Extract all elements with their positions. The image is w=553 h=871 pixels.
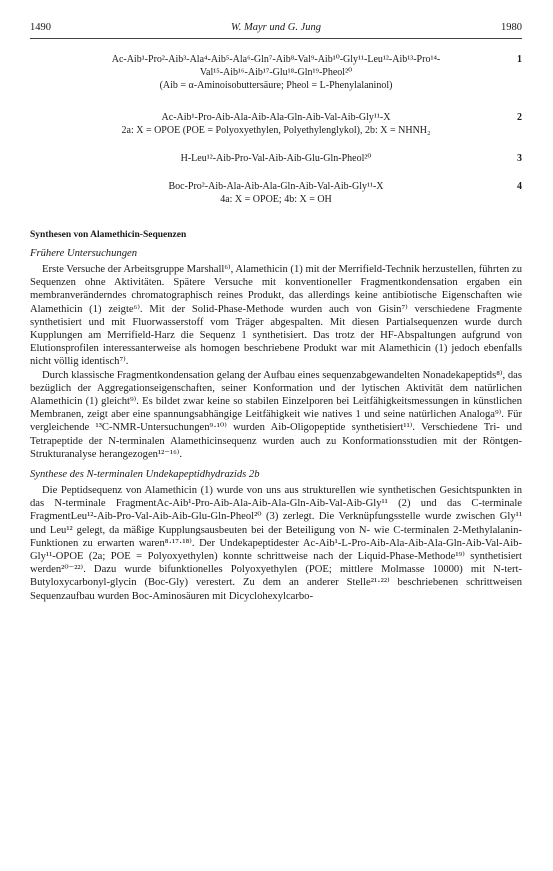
formula-1 (30, 53, 522, 92)
formula-4 (30, 180, 522, 206)
formula-3 (30, 152, 522, 165)
journal-page (30, 20, 522, 603)
formula-number: 1 (517, 54, 522, 65)
body-paragraph: Durch klassische Fragmentkondensation gelang der Aufbau eines sequenzabgewandelten Nonadekapeptids⁸⁾, das bezüglich der Aggregationseigenschaften, seiner Konformation und der lytischen Aktivität dem natürlichen Alamethicin (1) gleicht⁹⁾. Es bildet zwar keine so stabilen Einzelporen bei Leitfähigkeitsmessungen in künstlichen Membranen, zeigt aber eine spannungsabhängige Leitfähigkeit wie natives 1 und seine natürlichen Analoga⁹⁾. Für vergleichende ¹³C-NMR-Untersuchungen⁹·¹⁰⁾ wurden Aib-Oligopeptide synthetisiert¹¹⁾. Verschiedene Tri- und Tetrapeptide der N-terminalen Alamethicinsequenz wurden auch zu Konformationsstudien mit der Röntgen-Strukturanalyse herangezogen¹²⁻¹⁶⁾. (30, 369, 522, 460)
formula-2 (30, 111, 522, 137)
formula-line: Ac-Aib¹-Pro-Aib-Ala-Aib-Ala-Gln-Aib-Val-Aib-Gly¹¹-X (161, 112, 391, 123)
body-paragraph: Erste Versuche der Arbeitsgruppe Marshall⁶⁾, Alamethicin (1) mit der Merrifield-Technik herzustellen, führten zu Sequenzen ohne Aktivitäten. Spätere Versuche mit konventioneller Fragmentkondensation ergaben ein membranveränderndes chromatographisch reines Produkt, das allerdings keine antibiotische Eigenschaften wie Alamethicin (1) zeigte⁶⁾. Mit der Solid-Phase-Methode wurden auch von Gisin⁷⁾ verschiedene Fragmente synthetisiert und mit Fluorwasserstoff vom Träger abgespalten. Mit diesen Partialsequenzen wurde durch Kupplungen am Merrifield-Harz die Sequenz 1 synthetisiert. Das trotz der HF-Abspaltungen aufgrund von Elutionsprofilen interessanterweise als homogen beschriebene Produkt war mit Alamethicin (1) jedoch ebenfalls nicht völlig identisch⁷⁾. (30, 264, 522, 368)
subsection-heading: Frühere Untersuchungen (30, 248, 137, 259)
formula-line: Boc-Pro²-Aib-Ala-Aib-Ala-Gln-Aib-Val-Aib-Gly¹¹-X (168, 181, 384, 192)
formula-number: 4 (517, 181, 522, 192)
running-authors: W. Mayr und G. Jung (230, 22, 322, 33)
publication-year: 1980 (501, 22, 522, 33)
formula-line: (Aib = α-Aminoisobuttersäure; Pheol = L-Phenylalaninol) (159, 80, 393, 91)
page-number: 1490 (30, 22, 51, 33)
formula-line: 4a: X = OPOE; 4b: X = OH (220, 194, 332, 205)
subsection-heading: Synthese des N-terminalen Undekapeptidhydrazids 2b (30, 469, 260, 481)
formula-number: 2 (517, 112, 522, 123)
section-heading: Synthesen von Alamethicin-Sequenzen (30, 230, 187, 240)
formula-line: Val¹⁵-Aib¹⁶-Aib¹⁷-Glu¹⁸-Gln¹⁹-Pheol²⁰ (199, 67, 353, 78)
body-paragraph: Die Peptidsequenz von Alamethicin (1) wurde von uns aus strukturellen wie synthetischen Gesichtspunkten in das N-terminale FragmentAc-Aib¹-Pro-Aib-Ala-Aib-Ala-Gln-Aib-Val-Aib-Gly¹¹ (2) und das C-terminale FragmentLeu¹²-Aib-Pro-Val-Aib-Aib-Glu-Gln-Pheol²⁰ (3) zerlegt. Die Verknüpfungsstelle wurde zwischen Gly¹¹ und Leu¹² gelegt, da mäßige Kupplungsausbeuten bei der Beteiligung von N- wie C-terminalen 2-Methylalanin-Funktionen zu erwarten waren⁸·¹⁷·¹⁸⁾. Der Undekapeptidester Ac-Aib¹-L-Pro-Aib-Ala-Aib-Ala-Gln-Aib-Val-Aib-Gly¹¹-OPOE (2a; POE = Polyoxyethylen) konnte schrittweise nach der Liquid-Phase-Methode¹⁹⁾ synthetisiert werden²⁰⁻²²⁾. Dazu wurde bifunktionelles Polyoxyethylen (POE; mittlere Molmasse 10000) mit N-tert-Butyloxycarbonyl-glycin (Boc-Gly) verestert. Zu dem an anderer Stelle²¹·²²⁾ beschriebenen schrittweisen Sequenzaufbau wurden Boc-Aminosäuren mit Dicyclohexylcarbo- (30, 485, 522, 602)
running-header (30, 20, 522, 39)
formula-line: 2a: X = OPOE (POE = Polyoxyethylen, Polyethylenglykol), 2b: X = NHNH₂ (121, 125, 431, 136)
formula-line: Ac-Aib¹-Pro²-Aib³-Ala⁴-Aib⁵-Ala⁶-Gln⁷-Aib⁸-Val⁹-Aib¹⁰-Gly¹¹-Leu¹²-Aib¹³-Pro¹⁴- (111, 54, 441, 65)
formula-line: H-Leu¹²-Aib-Pro-Val-Aib-Aib-Glu-Gln-Pheol²⁰ (180, 153, 372, 164)
formula-number: 3 (517, 153, 522, 164)
